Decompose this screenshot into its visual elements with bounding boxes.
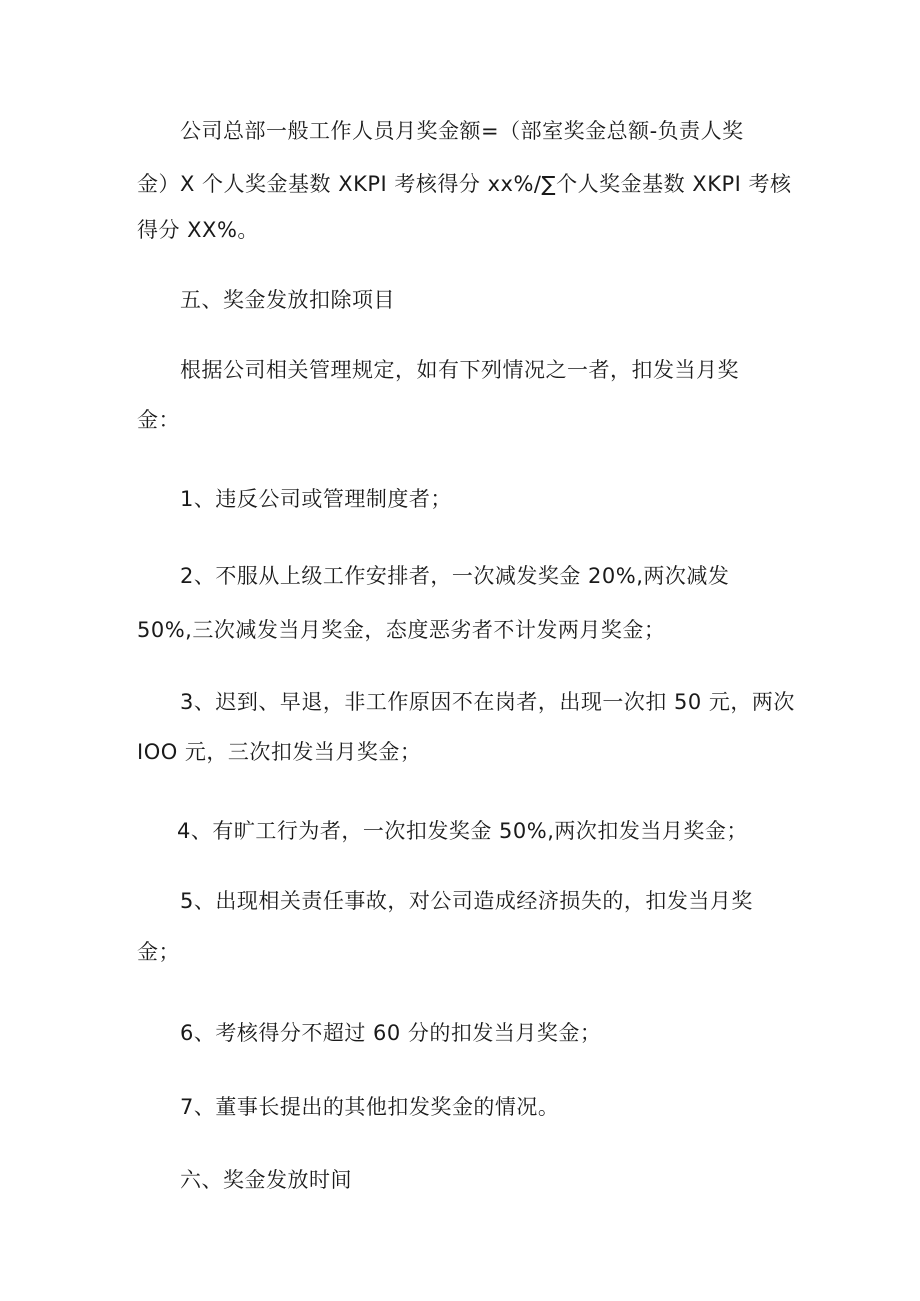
intro-line-1: 根据公司相关管理规定，如有下列情况之一者，扣发当月奖 <box>180 358 739 382</box>
item-4: 4、有旷工行为者，一次扣发奖金 50%,两次扣发当月奖金； <box>177 819 748 843</box>
item-2-line-2: 50%,三次减发当月奖金，态度恶劣者不计发两月奖金； <box>137 618 666 642</box>
item-7: 7、董事长提出的其他扣发奖金的情况。 <box>180 1095 560 1119</box>
formula-line-3: 得分 XX%。 <box>137 218 259 242</box>
formula-line-2: 金）X 个人奖金基数 XKPI 考核得分 xx%∕∑个人奖金基数 XKPI 考核 <box>137 172 792 196</box>
formula-line-1: 公司总部一般工作人员月奖金额=（部室奖金总额-负责人奖 <box>180 119 744 143</box>
section-6-heading: 六、奖金发放时间 <box>180 1168 352 1192</box>
intro-line-2: 金： <box>137 408 180 432</box>
item-2-line-1: 2、不服从上级工作安排者，一次减发奖金 20%,两次减发 <box>180 564 730 588</box>
item-1: 1、违反公司或管理制度者； <box>180 487 452 511</box>
item-5-line-2: 金； <box>137 940 180 964</box>
item-3-line-2: IOO 元，三次扣发当月奖金； <box>137 740 422 764</box>
section-5-heading: 五、奖金发放扣除项目 <box>180 288 395 312</box>
item-5-line-1: 5、出现相关责任事故，对公司造成经济损失的，扣发当月奖 <box>180 889 753 913</box>
item-3-line-1: 3、迟到、早退，非工作原因不在岗者，出现一次扣 50 元，两次 <box>180 690 795 714</box>
item-6: 6、考核得分不超过 60 分的扣发当月奖金； <box>180 1021 602 1045</box>
